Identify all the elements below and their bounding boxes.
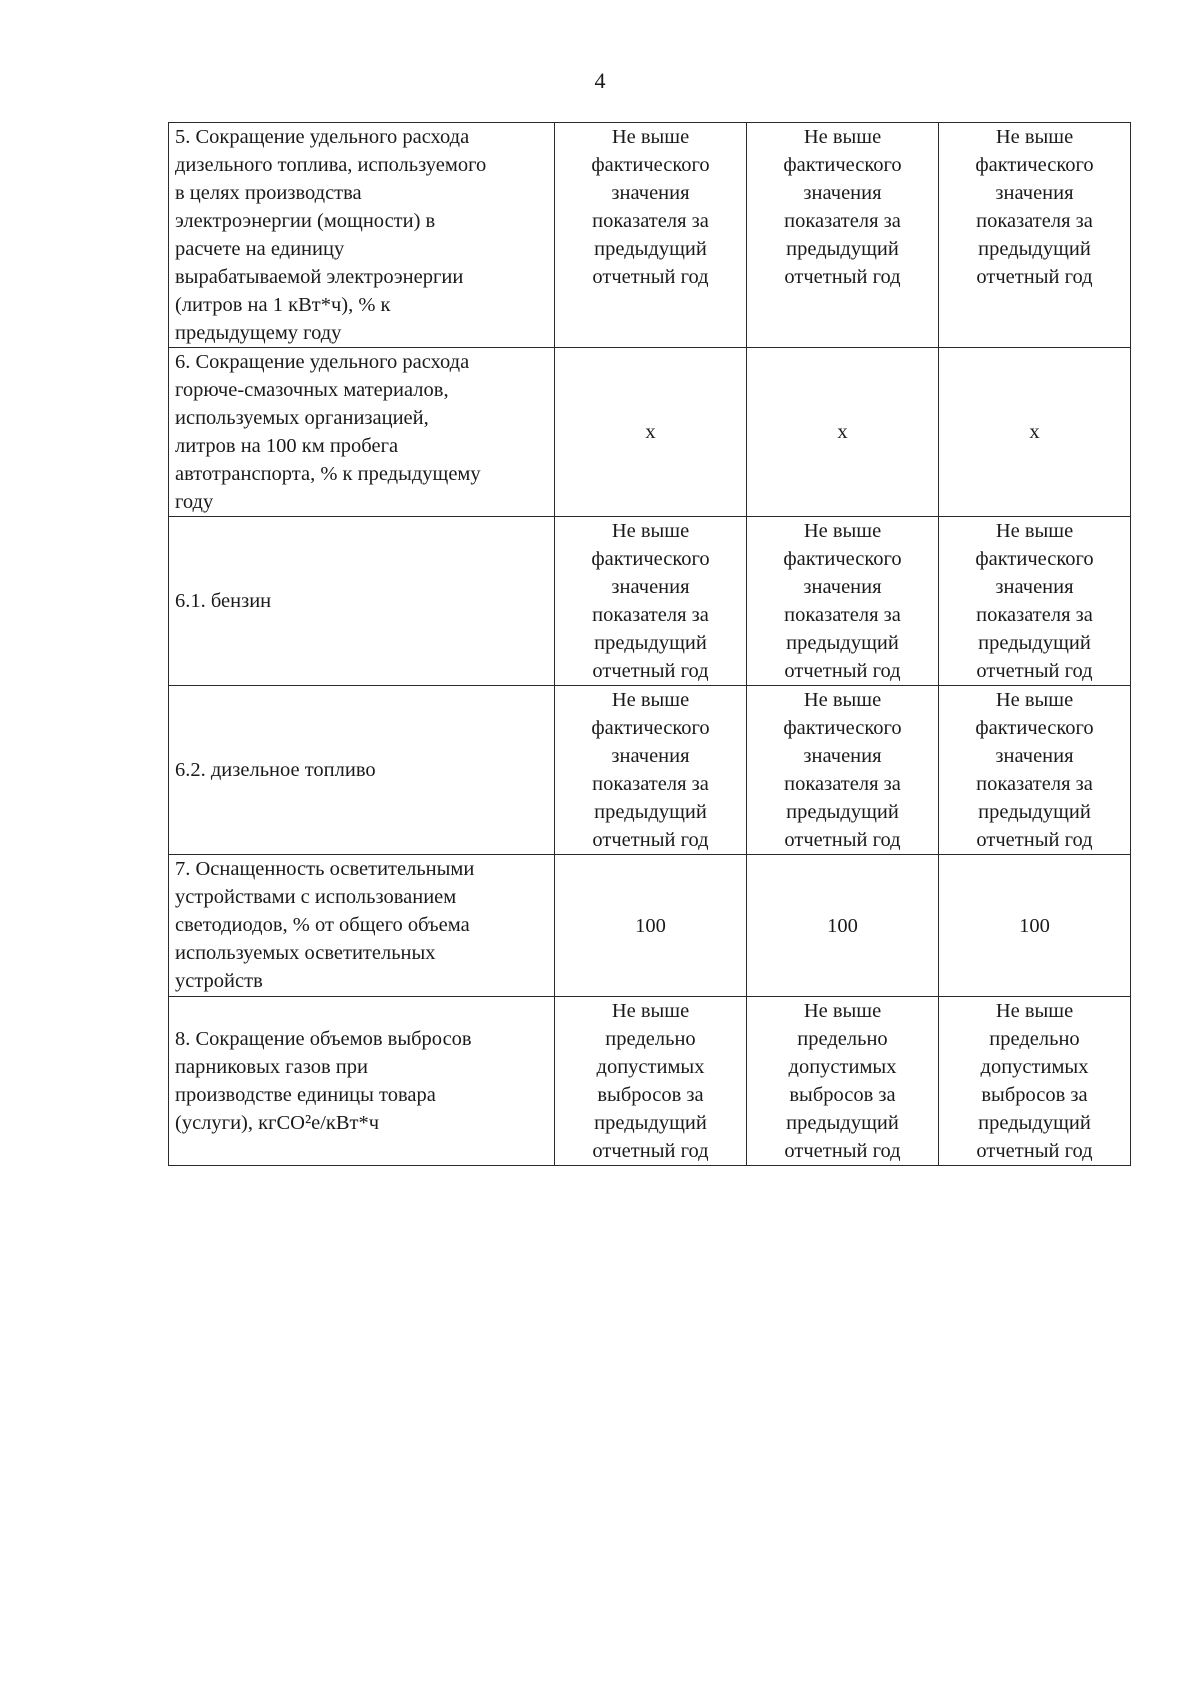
value-cell [939,855,1131,997]
value-cell [939,517,1131,686]
table-row-6 [169,348,1131,517]
indicators-table [168,122,1131,1166]
table-row-6-1 [169,517,1131,686]
indicator-cell [169,123,555,348]
value-text: Не выше фактического значения показателя за предыдущий отчетный год [975,689,1094,851]
value-cell [747,123,939,348]
value-cell [747,348,939,517]
value-text: Не выше фактического значения показателя за предыдущий отчетный год [975,126,1094,288]
value-text: 100 [1019,914,1050,937]
value-cell [555,686,747,855]
indicator-text: 6. Сокращение удельного расхода горюче-смазочных материалов, используемых организацией, литров на 100 км пробега автотранспорта, % к предыдущему году [175,351,481,513]
value-text: x [645,421,656,443]
indicator-text: 5. Сокращение удельного расхода дизельного топлива, используемого в целях производства электроэнергии (мощности) в расчете на единицу вырабатываемой электроэнергии (литров на 1 кВт*ч), % к предыдущему году [175,126,487,344]
value-cell [939,997,1131,1166]
value-cell [555,997,747,1166]
value-cell [939,686,1131,855]
value-text: Не выше фактического значения показателя за предыдущий отчетный год [783,520,902,682]
table-row-5 [169,123,1131,348]
value-text: 100 [827,914,858,937]
value-text: Не выше фактического значения показателя за предыдущий отчетный год [591,520,710,682]
value-text: Не выше фактического значения показателя за предыдущий отчетный год [783,689,902,851]
page-number: 4 [594,68,606,93]
value-cell [939,348,1131,517]
value-cell [939,123,1131,348]
indicator-cell [169,348,555,517]
indicator-cell [169,855,555,997]
value-text: x [1029,421,1040,443]
value-text: 100 [635,914,666,937]
table-row-8 [169,997,1131,1166]
value-cell [747,686,939,855]
value-cell [555,123,747,348]
value-text: Не выше фактического значения показателя за предыдущий отчетный год [591,689,710,851]
value-text: Не выше фактического значения показателя за предыдущий отчетный год [783,126,902,288]
value-cell [747,517,939,686]
indicator-text: 7. Оснащенность осветительными устройствами с использованием светодиодов, % от общего объема используемых осветительных устройств [175,858,475,992]
value-text: Не выше предельно допустимых выбросов за предыдущий отчетный год [976,1000,1093,1162]
indicator-text: 8. Сокращение объемов выбросов парниковых газов при производстве единицы товара (услуги), кгCO²e/кВт*ч [175,1028,472,1134]
value-cell [555,348,747,517]
value-text: Не выше фактического значения показателя за предыдущий отчетный год [975,520,1094,682]
value-text: Не выше предельно допустимых выбросов за предыдущий отчетный год [784,1000,901,1162]
indicator-cell [169,517,555,686]
value-cell [747,855,939,997]
value-cell [747,997,939,1166]
value-cell [555,517,747,686]
indicator-cell [169,997,555,1166]
indicator-cell [169,686,555,855]
indicator-text: 6.1. бензин [175,590,272,612]
value-text: x [837,421,848,443]
value-text: Не выше предельно допустимых выбросов за предыдущий отчетный год [592,1000,709,1162]
indicator-text: 6.2. дизельное топливо [175,759,376,781]
table-row-6-2 [169,686,1131,855]
table-row-7 [169,855,1131,997]
value-text: Не выше фактического значения показателя за предыдущий отчетный год [591,126,710,288]
value-cell [555,855,747,997]
